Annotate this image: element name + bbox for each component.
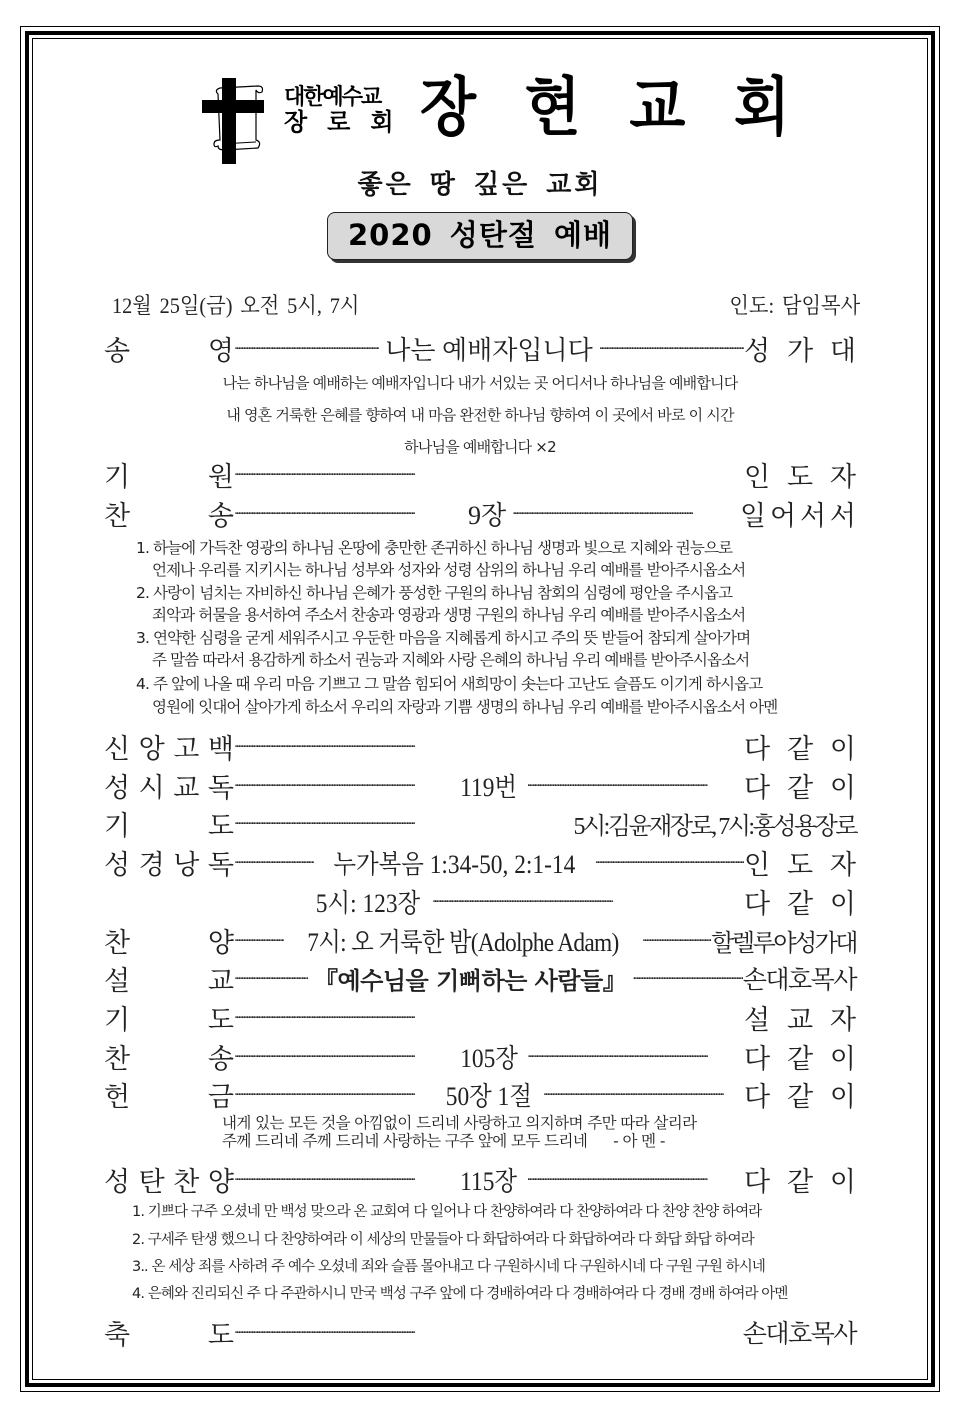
leader-dots <box>234 960 308 996</box>
leader-dots <box>234 1314 743 1350</box>
order-item-label: 성 탄 찬 양 <box>104 1166 234 1197</box>
offering-lyric-line: 주께 드리네 주께 드리네 사랑하는 구주 앞에 모두 드리네 - 아 멘 - <box>222 1132 665 1150</box>
order-performer: 손대호목사 <box>742 1321 856 1348</box>
denomination-line1: 대한예수교 <box>284 84 381 110</box>
order-row-creed <box>104 728 856 764</box>
order-item-label: 기 도 <box>104 1004 234 1035</box>
order-item-label: 헌 금 <box>104 1081 234 1112</box>
leader-dots <box>234 456 744 492</box>
order-content: 5시: 123장 <box>315 888 421 918</box>
song-lyric-line: 나는 하나님을 예배하는 예배자입니다 내가 서있는 곳 어디서나 하나님을 예배합니다 <box>222 374 738 392</box>
leader-dots <box>234 495 462 531</box>
order-performer: 손대호목사 <box>742 967 856 994</box>
order-item-label: 성 시 교 독 <box>104 772 234 803</box>
order-content: 115장 <box>460 1166 518 1196</box>
leader-dots <box>527 767 744 803</box>
carol-verse-line: 1. 기쁘다 구주 오셨네 만 백성 맞으라 온 교회여 다 일어나 다 찬양하여라 다 찬양하여라 다 찬양 찬양 하여라 <box>132 1204 762 1220</box>
order-row-responsive-reading <box>104 767 856 803</box>
carol-verse-line: 2. 구세주 탄생 했으니 다 찬양하여라 이 세상의 만물들아 다 화답하여라 다 화답하여라 다 화답 화답 하여라 <box>132 1232 754 1248</box>
order-performer: 성 가 대 <box>744 335 856 366</box>
hymn-verse-line: 죄악과 허물을 용서하여 주소서 찬송과 영광과 생명 구원의 하나님 우리 예배를 받아주시옵소서 <box>152 606 746 624</box>
leader-dots <box>632 960 743 996</box>
order-item-label: 성 경 낭 독 <box>104 849 234 880</box>
order-row-hymn-9 <box>104 495 856 531</box>
leader-dots <box>234 844 314 880</box>
leader-dots <box>234 1161 451 1197</box>
church-name-char: 회 <box>733 69 790 145</box>
song-lyric-line: 하나님을 예배합니다 ×2 <box>404 438 556 456</box>
leader-dots <box>234 999 744 1035</box>
cross-with-scroll-icon <box>200 78 268 164</box>
order-item-label: 찬 양 <box>104 927 234 958</box>
order-row-prayer-after-sermon <box>104 999 856 1035</box>
hymn-verse-line: 언제나 우리를 지키시는 하나님 성부와 성자와 성령 삼위의 하나님 우리 예배를 받아주시옵소서 <box>152 561 746 579</box>
order-item-label: 신 앙 고 백 <box>104 733 234 764</box>
order-item-label: 기 도 <box>104 810 234 841</box>
order-content: 7시: 오 거룩한 밤(Adolphe Adam) <box>307 927 619 957</box>
church-name-char: 현 <box>524 69 581 145</box>
order-row-scripture-reading <box>104 844 856 880</box>
hymn-verse-line: 1. 하늘에 가득찬 영광의 하나님 온땅에 충만한 존귀하신 하나님 생명과 빛으로 지혜와 권능으로 <box>136 539 733 557</box>
leader-dots <box>234 767 451 803</box>
leader-dots <box>642 922 711 958</box>
leader-dots <box>234 728 744 764</box>
leader-dots <box>234 1076 435 1112</box>
leader-dots <box>599 330 744 366</box>
leader-dots <box>527 1161 744 1197</box>
leader-dots <box>234 922 284 958</box>
offering-lyric-line: 내게 있는 모든 것을 아낌없이 드리네 사랑하고 의지하며 주만 따라 살리라 <box>222 1114 697 1132</box>
church-name-char: 장 <box>420 69 477 145</box>
church-motto: 좋은 땅 깊은 교회 <box>357 170 603 200</box>
order-row-hymn-105 <box>104 1038 856 1074</box>
order-content: 105장 <box>460 1043 518 1073</box>
leader-dots <box>234 1038 451 1074</box>
denomination-label <box>284 84 414 136</box>
leader-dots <box>512 495 740 531</box>
order-performer: 다 같 이 <box>744 888 856 919</box>
leader-dots <box>595 844 744 880</box>
order-performer: 설 교 자 <box>744 1004 856 1035</box>
carol-verse-line: 4. 은혜와 진리되신 주 다 주관하시니 만국 백성 구주 앞에 다 경배하여라 다 경배하여라 다 경배 경배 하여라 아멘 <box>132 1286 788 1302</box>
order-performer: 다 같 이 <box>744 772 856 803</box>
leader-dots <box>234 330 379 366</box>
order-item-label: 송 영 <box>104 335 234 366</box>
order-row-sermon <box>104 960 856 996</box>
order-row-prayer <box>104 805 856 841</box>
order-item-label: 기 원 <box>104 461 234 492</box>
church-name <box>420 69 790 145</box>
hymn-verse-line: 영원에 잇대어 살아가게 하소서 우리의 자랑과 기쁨 생명의 하나님 우리 예배를 받아주시옵소서 아멘 <box>152 698 778 716</box>
denomination-line2: 장로회 <box>284 107 414 136</box>
leader-dots <box>432 883 744 919</box>
order-row-invocation <box>104 456 856 492</box>
order-row-anthem <box>104 922 856 958</box>
order-performer: 다 같 이 <box>744 733 856 764</box>
order-content: 누가복음 1:34-50, 2:1-14 <box>333 849 576 879</box>
service-leader: 인도: 담임목사 <box>729 293 860 318</box>
service-date-time: 12월 25일(금) 오전 5시, 7시 <box>112 293 360 318</box>
order-item-label: 설 교 <box>104 965 234 996</box>
order-row-benediction <box>104 1314 856 1350</box>
hymn-verse-line: 3. 연약한 심령을 굳게 세워주시고 우둔한 마음을 지혜롭게 하시고 주의 뜻 받들어 참되게 살아가며 <box>136 629 751 647</box>
order-content: 나는 예배자입니다 <box>385 335 593 365</box>
order-performer: 인 도 자 <box>744 849 856 880</box>
order-item-label: 찬 송 <box>104 500 234 531</box>
order-row-hymn-123 <box>104 883 856 919</box>
order-row-opening-song <box>104 330 856 366</box>
hymn-verse-line: 2. 사랑이 넘치는 자비하신 하나님 은혜가 풍성한 구원의 하나님 참회의 심령에 평안을 주시옵고 <box>136 584 733 602</box>
church-name-char: 교 <box>629 69 686 145</box>
order-row-offering <box>104 1076 856 1112</box>
order-performer: 다 같 이 <box>744 1081 857 1112</box>
carol-verse-line: 3.. 온 세상 죄를 사하려 주 예수 오셨네 죄와 슬픔 몰아내고 다 구원하시네 다 구원하시네 다 구원 구원 하시네 <box>132 1259 765 1275</box>
hymn-verse-line: 주 말씀 따라서 용감하게 하소서 권능과 지혜와 사랑 은혜의 하나님 우리 예배를 받아주시옵소서 <box>152 651 750 669</box>
hymn-verse-line: 4. 주 앞에 나올 때 우리 마음 기쁘고 그 말씀 힘되어 새희망이 솟는다 고난도 슬픔도 이기게 하시옵고 <box>136 675 763 693</box>
order-row-christmas-carol <box>104 1161 856 1197</box>
leader-dots <box>234 805 573 841</box>
order-content: 50장 1절 <box>445 1081 533 1111</box>
order-performer: 인 도 자 <box>744 461 856 492</box>
order-performer: 다 같 이 <box>744 1043 856 1074</box>
order-performer: 할렐루야성가대 <box>711 930 856 957</box>
order-content: 9장 <box>467 500 507 530</box>
order-item-label: 축 도 <box>104 1319 234 1350</box>
song-lyric-line: 내 영혼 거룩한 은혜를 향하여 내 마음 완전한 하나님 향하여 이 곳에서 바로 이 시간 <box>226 406 734 424</box>
sermon-title: 『예수님을 기뻐하는 사람들』 <box>314 966 627 995</box>
order-performer: 일 어 서 서 <box>740 500 856 531</box>
order-performer: 5시:김윤재장로, 7시:홍성용장로 <box>573 813 856 840</box>
leader-dots <box>543 1076 744 1112</box>
order-content: 119번 <box>460 772 518 802</box>
service-title-badge: 2020 성탄절 예배 <box>327 212 633 260</box>
order-performer: 다 같 이 <box>744 1166 856 1197</box>
order-item-label: 찬 송 <box>104 1043 234 1074</box>
leader-dots <box>527 1038 744 1074</box>
